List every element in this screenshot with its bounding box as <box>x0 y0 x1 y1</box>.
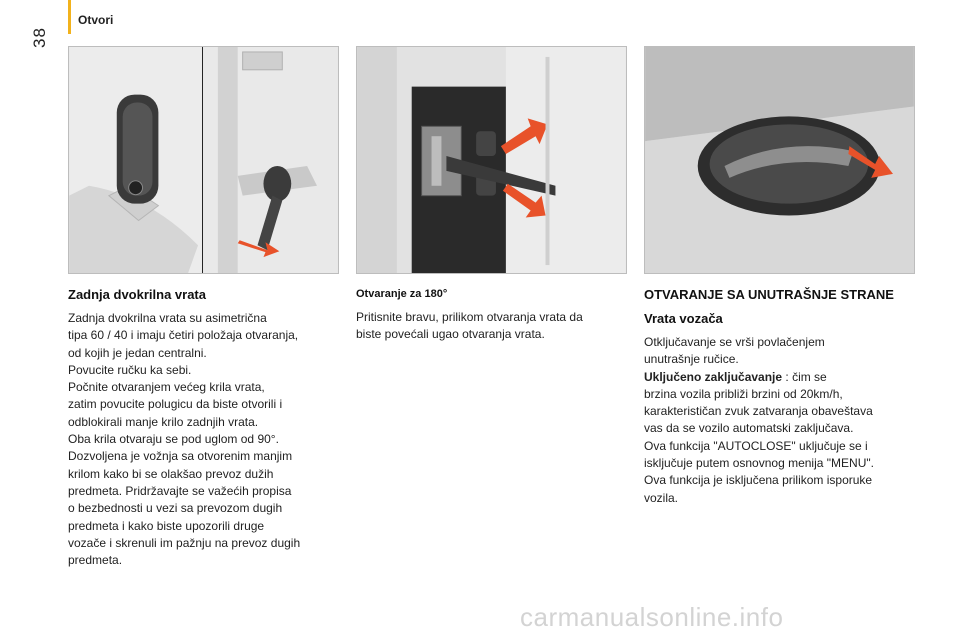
text-line: Ova funkcija je isključena prilikom isporuke <box>644 473 873 488</box>
watermark: carmanualsonline.info <box>520 602 784 632</box>
text-line: predmeta. Pridržavajte se važećih propisa <box>68 483 292 498</box>
figure-rear-door-handle <box>68 46 339 274</box>
rear-double-doors-heading: Zadnja dvokrilna vrata <box>68 287 206 302</box>
text-line: vozila. <box>644 490 679 505</box>
text-line: biste povećali ugao otvaranja vrata. <box>356 327 545 342</box>
page-number: 38 <box>30 27 49 48</box>
text-line: vozače i skrenuli im pažnju na prevoz dugih <box>68 535 301 550</box>
header-accent-bar <box>68 0 71 34</box>
rear-double-doors-section <box>68 286 338 569</box>
text-line: predmeta. <box>68 553 123 568</box>
text-line: zatim povucite polugicu da biste otvorili i <box>68 397 283 412</box>
text-line: Pritisnite bravu, prilikom otvaranja vrata da <box>356 310 583 324</box>
rear-door-illustration <box>69 47 338 273</box>
text-line: Dozvoljena je vožnja sa otvorenim manjim <box>68 449 293 464</box>
driver-door-text <box>644 334 916 507</box>
figure-interior-handle <box>644 46 915 274</box>
text-line: krilom kako bi se olakšao prevoz dužih <box>68 466 274 481</box>
opening-180-text <box>356 309 626 344</box>
text-line: Otključavanje se vrši povlačenjem <box>644 335 825 349</box>
text-line: odblokirali manje krilo zadnjih vrata. <box>68 414 259 429</box>
figure-door-hinge <box>356 46 627 274</box>
text-line: predmeta i kako biste upozorili druge <box>68 518 265 533</box>
text-line: od kojih je jedan centralni. <box>68 345 207 360</box>
text-line: unutrašnje ručice. <box>644 352 739 367</box>
text-line: Ova funkcija "AUTOCLOSE" uključuje se i <box>644 438 868 453</box>
text-line: brzina vozila približi brzini od 20km/h, <box>644 386 843 401</box>
section-title: Otvori <box>78 13 114 27</box>
text-line: Zadnja dvokrilna vrata su asimetrična <box>68 311 267 325</box>
text-line: Počnite otvaranjem većeg krila vrata, <box>68 380 265 395</box>
inside-opening-section <box>644 286 916 507</box>
text-line: o bezbednosti u vezi sa prevozom dugih <box>68 501 283 516</box>
text-line: isključuje putem osnovnog menija "MENU". <box>644 456 874 471</box>
text-line: Povucite ručku ka sebi. <box>68 362 192 377</box>
locking-on-rest: : čim se <box>782 369 827 384</box>
opening-180-section <box>356 286 626 344</box>
hinge-illustration <box>357 47 626 273</box>
text-line: Oba krila otvaraju se pod uglom od 90°. <box>68 432 279 447</box>
text-line: karakterističan zvuk zatvaranja obaveštava <box>644 404 873 419</box>
opening-180-heading: Otvaranje za 180° <box>356 288 448 300</box>
inside-opening-heading: OTVARANJE SA UNUTRAŠNJE STRANE <box>644 287 894 302</box>
locking-on-label: Uključeno zaključavanje <box>644 369 783 384</box>
text-line: vas da se vozilo automatski zaključava. <box>644 421 854 436</box>
rear-double-doors-text <box>68 310 338 569</box>
driver-door-subheading: Vrata vozača <box>644 311 723 326</box>
interior-handle-illustration <box>645 47 914 273</box>
text-line <box>644 369 916 386</box>
text-line: tipa 60 / 40 i imaju četiri položaja otvaranja, <box>68 328 299 343</box>
